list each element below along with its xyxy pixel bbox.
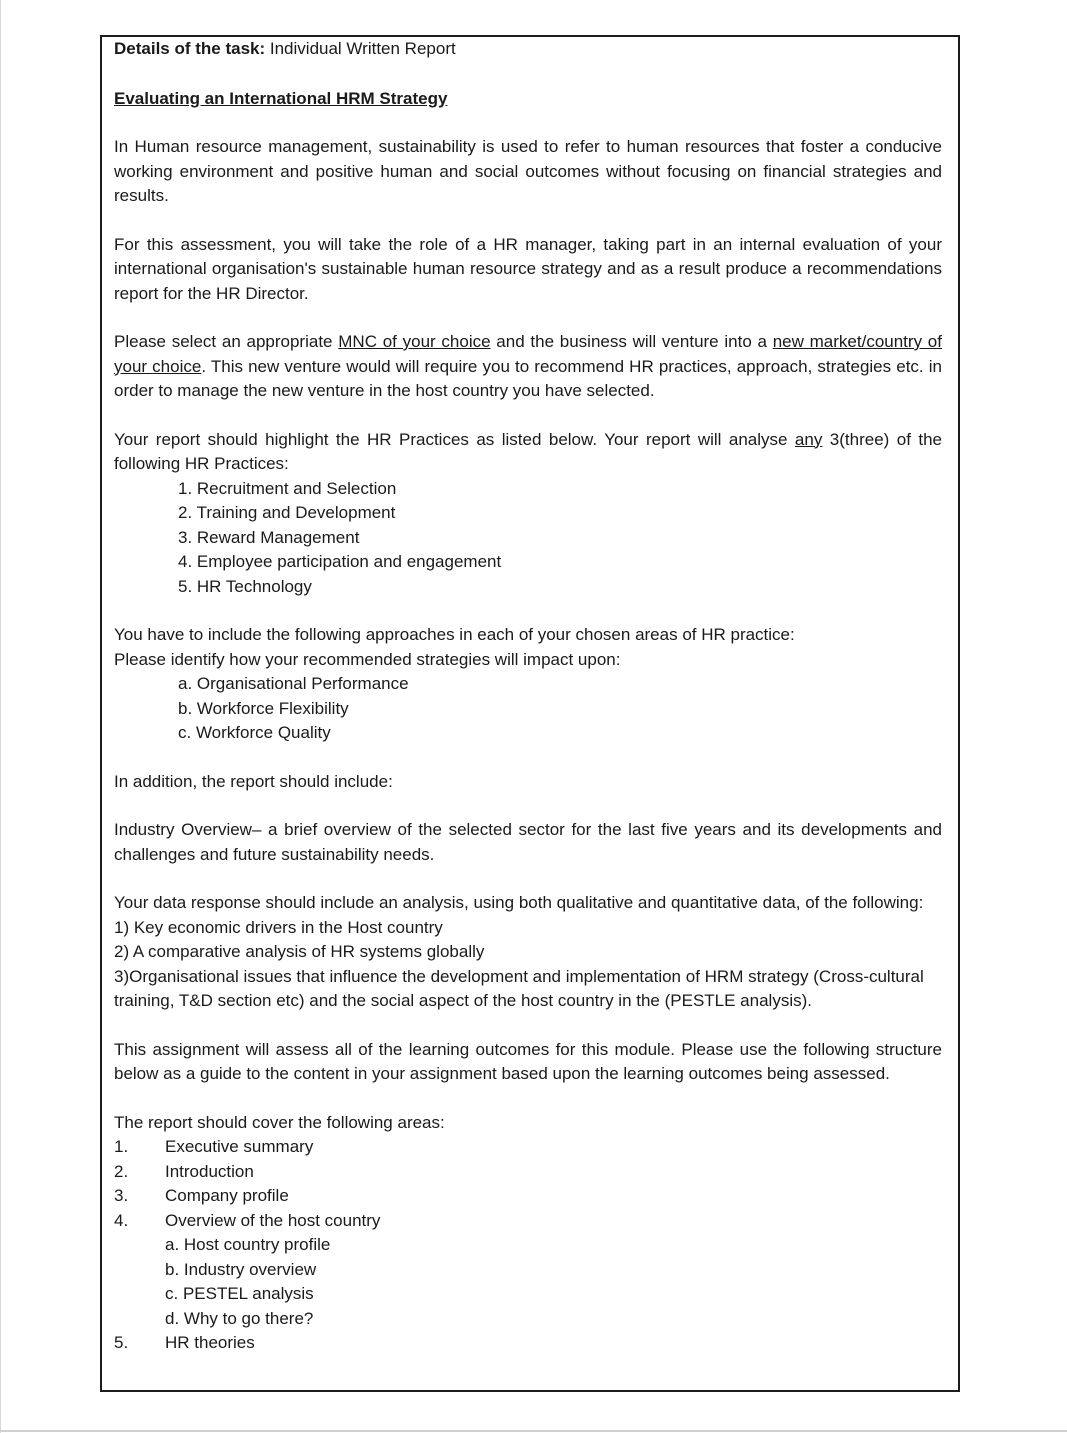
list-text: HR theories [165,1333,255,1352]
list-text: Company profile [165,1186,289,1205]
list-item: 2. Training and Development [178,503,396,522]
list-item: 4. Employee participation and engagement [178,552,502,571]
p3-text-1: Please select an appropriate [114,332,339,351]
approaches-intro-1: You have to include the following approaches in each of your chosen areas of HR practice: [114,625,795,644]
data-response-item: 1) Key economic drivers in the Host country [114,917,443,937]
list-item [114,1135,942,1160]
list-item: b. Industry overview [165,1259,317,1279]
data-response-intro: Your data response should include an analysis, using both qualitative and quantitative data, of the following: [114,893,924,912]
list-text: Introduction [165,1161,254,1181]
cover-areas-list [114,1135,942,1356]
paragraph-hr-practices [114,428,942,477]
paragraph-sustainability: In Human resource management, sustainability is used to refer to human resources that foster a conducive working environment and positive human and social outcomes without focusing on financial strategies and results. [114,137,942,205]
list-text: Executive summary [165,1137,314,1156]
task-content [114,37,942,1356]
p3-underlined-market: new market/country of your choice [114,332,942,376]
list-text: Overview of the host country [165,1210,381,1230]
hr-practices-list [114,477,942,600]
list-item: b. Workforce Flexibility [178,698,349,718]
industry-overview-paragraph: Industry Overview– a brief overview of the selected sector for the last five years and its developments and challenges and future sustainability needs. [114,820,942,864]
paragraph-assessment-role: For this assessment, you will take the role of a HR manager, taking part in an internal evaluation of your international organisation's sustainable human resource strategy and as a result produce a recommendations report for the HR Director. [114,234,942,303]
approaches-intro-2: Please identify how your recommended strategies will impact upon: [114,649,621,669]
data-response-item: 2) A comparative analysis of HR systems globally [114,942,485,961]
p3-text-3: . This new venture would will require you to recommend HR practices, approach, strategies etc. in order to manage the new venture in the host country you have selected. [114,356,942,400]
document-title: Evaluating an International HRM Strategy [114,88,448,108]
list-item [114,1209,942,1234]
list-number: 1. [114,1137,129,1156]
list-item: 1. Recruitment and Selection [178,478,397,498]
list-item [114,1160,942,1185]
list-item: c. PESTEL analysis [165,1284,314,1303]
list-item: 3. Reward Management [178,527,360,547]
p4-text-1: Your report should highlight the HR Practices as listed below. Your report will analyse [114,429,795,449]
task-header-label: Details of the task: [114,39,266,58]
list-number: 5. [114,1333,129,1352]
paragraph-select-mnc [114,330,942,404]
task-details-box [100,35,960,1392]
page-left-edge [0,0,1,1433]
addition-text: In addition, the report should include: [114,771,393,791]
p3-underlined-mnc: MNC of your choice [338,332,491,351]
approaches-list [114,672,942,746]
task-header-value: Individual Written Report [265,39,456,58]
list-item [114,1184,942,1209]
list-number: 3. [114,1186,129,1205]
list-item: c. Workforce Quality [178,723,331,742]
cover-intro: The report should cover the following areas: [114,1112,445,1132]
p4-text-2: 3(three) of the following HR Practices: [114,429,942,473]
page-bottom-edge [0,1430,1067,1432]
host-country-sublist [114,1233,942,1331]
list-item: d. Why to go there? [165,1308,314,1328]
list-item [114,1331,942,1356]
list-item: a. Organisational Performance [178,674,409,693]
p4-underlined-any: any [794,429,823,449]
p3-text-2: and the business will venture into a [490,332,773,351]
list-item: a. Host country profile [165,1235,331,1254]
data-response-item: 3)Organisational issues that influence the development and implementation of HRM strategy (Cross-cultural training, T&D section etc) and the social aspect of the host country in the (PESTLE analysis). [114,966,924,1010]
task-header [114,37,942,62]
list-item: 5. HR Technology [178,576,312,596]
assessment-paragraph: This assignment will assess all of the learning outcomes for this module. Please use the following structure below as a guide to the content in your assignment based upon the learning outcomes being assessed. [114,1039,942,1083]
list-number: 2. [114,1161,129,1181]
list-number: 4. [114,1210,129,1230]
